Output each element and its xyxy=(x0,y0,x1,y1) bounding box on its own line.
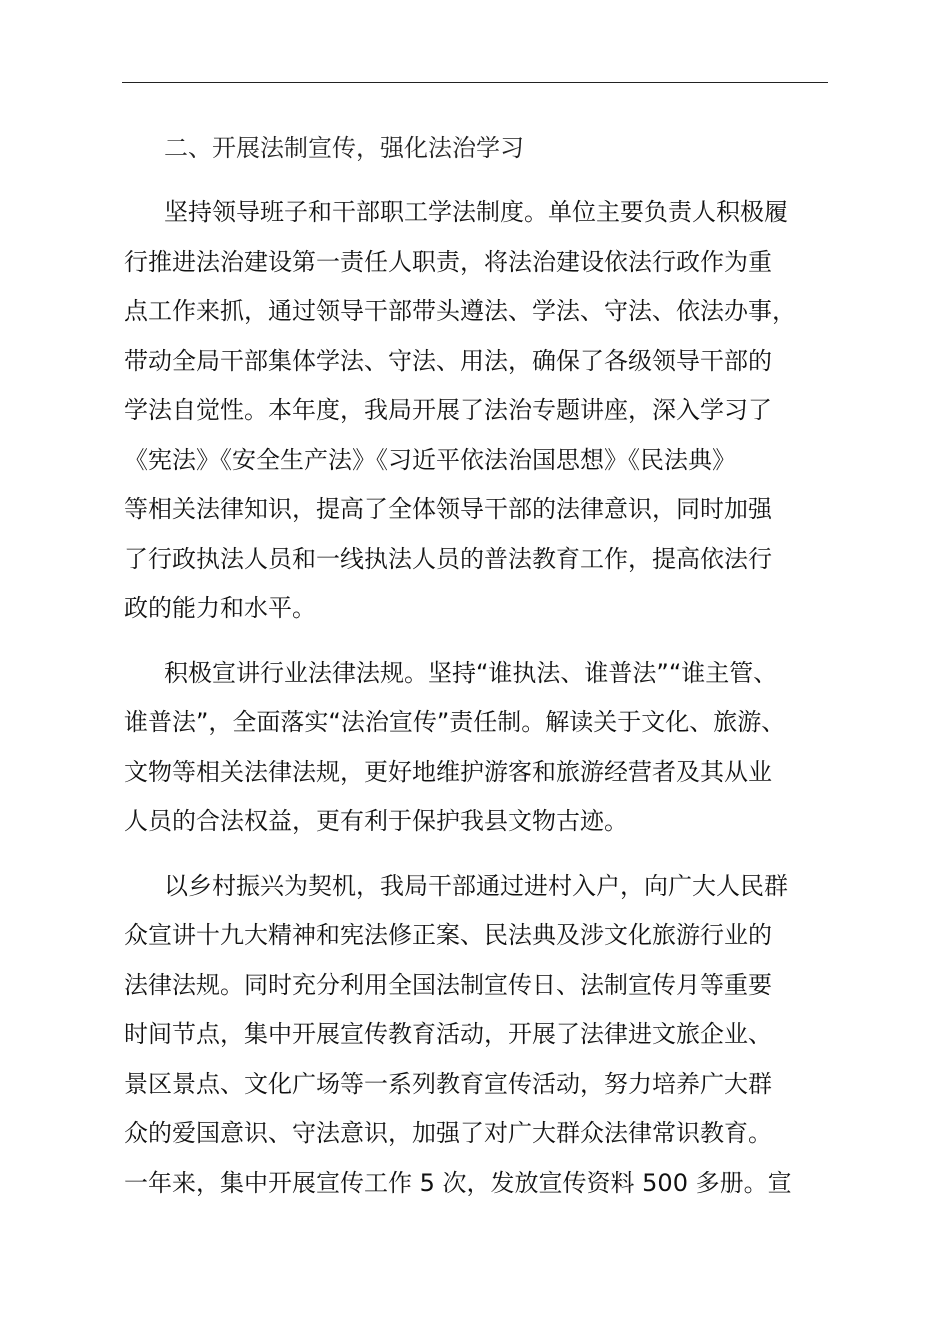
paragraph-line: 景区景点、文化广场等一系列教育宣传活动，努力培养广大群 xyxy=(124,1069,772,1098)
paragraph-line: 文物等相关法律法规，更好地维护游客和旅游经营者及其从业 xyxy=(124,757,772,786)
paragraph-line: 人员的合法权益，更有利于保护我县文物古迹。 xyxy=(124,807,628,835)
paragraph-line: 法律法规。同时充分利用全国法制宣传日、法制宣传月等重要 xyxy=(124,970,772,999)
paragraph-line: 点工作来抓，通过领导干部带头遵法、学法、守法、依法办事， xyxy=(124,297,796,325)
paragraph-line: 学法自觉性。本年度，我局开展了法治专题讲座，深入学习了 xyxy=(124,396,772,424)
paragraph-line: 行推进法治建设第一责任人职责，将法治建设依法行政作为重 xyxy=(124,247,772,276)
paragraph-1 xyxy=(124,188,830,634)
document-body xyxy=(124,122,830,1223)
paragraph-line: 众的爱国意识、守法意识，加强了对广大群众法律常识教育。 xyxy=(124,1119,772,1147)
paragraph-line: 谁普法”，全面落实“法治宣传”责任制。解读关于文化、旅游、 xyxy=(124,708,786,736)
header-rule xyxy=(122,82,828,83)
paragraph-line: 坚持领导班子和干部职工学法制度。单位主要负责人积极履 xyxy=(164,198,788,226)
paragraph-line: 等相关法律知识，提高了全体领导干部的法律意识，同时加强 xyxy=(124,495,772,523)
paragraph-line: 时间节点，集中开展宣传教育活动，开展了法律进文旅企业、 xyxy=(124,1020,772,1048)
paragraph-line: 政的能力和水平。 xyxy=(124,594,316,622)
paragraph-line: 带动全局干部集体学法、守法、用法，确保了各级领导干部的 xyxy=(124,346,772,375)
paragraph-line: 一年来，集中开展宣传工作 5 次，发放宣传资料 500 多册。宣 xyxy=(124,1168,792,1197)
paragraph-line: 众宣讲十九大精神和宪法修正案、民法典及涉文化旅游行业的 xyxy=(124,921,772,949)
paragraph-line: 《宪法》《安全生产法》《习近平依法治国思想》《民法典》 xyxy=(124,445,736,474)
paragraph-3 xyxy=(124,862,830,1209)
paragraph-line: 以乡村振兴为契机，我局干部通过进村入户，向广大人民群 xyxy=(164,871,788,900)
section-heading: 二、开展法制宣传，强化法治学习 xyxy=(164,134,524,162)
paragraph-line: 积极宣讲行业法律法规。坚持“谁执法、谁普法”“谁主管、 xyxy=(164,658,778,687)
paragraph-line: 了行政执法人员和一线执法人员的普法教育工作，提高依法行 xyxy=(124,544,772,573)
paragraph-2 xyxy=(124,649,830,847)
